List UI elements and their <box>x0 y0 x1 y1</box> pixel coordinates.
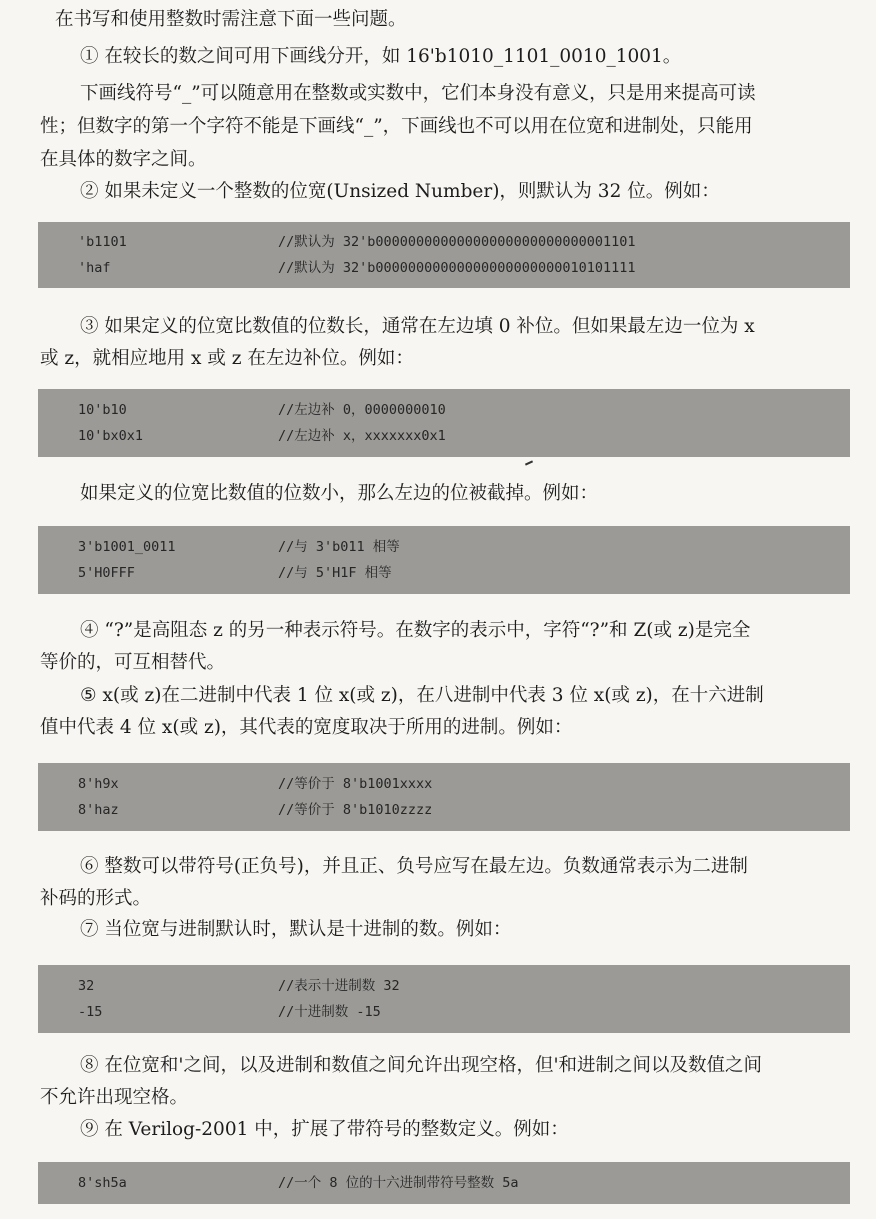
code-comment: //左边补 0，0000000010 <box>278 402 446 418</box>
code-text: 8'sh5a <box>78 1175 127 1191</box>
paragraph-text: 下画线符号“_”可以随意用在整数或实数中，它们本身没有意义，只是用来提高可读 <box>80 83 756 104</box>
code-comment: //默认为 32'b00000000000000000000000000001101 <box>278 234 636 250</box>
paragraph-text: 不允许出现空格。 <box>40 1087 189 1108</box>
code-block <box>38 389 850 457</box>
paragraph-rule-9: ⑨ 在 Verilog-2001 中，扩展了带符号的整数定义。例如： <box>80 1119 569 1140</box>
paragraph-rule-4: ④ “?”是高阻态 z 的另一种表示符号。在数字的表示中，字符“?”和 Z(或 z)是完全 <box>80 620 751 641</box>
code-comment: //默认为 32'b00000000000000000000000010101111 <box>278 260 636 276</box>
code-text: 10'bx0x1 <box>78 428 144 444</box>
paragraph-rule-5: ⑤ x(或 z)在二进制中代表 1 位 x(或 z)，在八进制中代表 3 位 x(或 z)，在十六进制 <box>80 685 764 706</box>
code-comment: //一个 8 位的十六进制带符号整数 5a <box>278 1175 519 1191</box>
paragraph-text: 性；但数字的第一个字符不能是下画线“_”，下画线也不可以用在位宽和进制处，只能用 <box>40 116 753 137</box>
paragraph-text: 值中代表 4 位 x(或 z)，其代表的宽度取决于所用的进制。例如： <box>40 717 573 738</box>
code-text: -15 <box>78 1004 103 1020</box>
code-comment: //与 5'H1F 相等 <box>278 565 392 581</box>
code-block <box>38 1162 850 1204</box>
code-text: 5'H0FFF <box>78 565 135 581</box>
code-text: 3'b1001_0011 <box>78 539 176 555</box>
code-block <box>38 222 850 288</box>
paragraph-intro: 在书写和使用整数时需注意下面一些问题。 <box>55 9 407 30</box>
code-comment: //十进制数 -15 <box>278 1004 381 1020</box>
code-comment: //左边补 x，xxxxxxx0x1 <box>278 428 446 444</box>
code-block <box>38 526 850 594</box>
paragraph-rule-8: ⑧ 在位宽和'之间，以及进制和数值之间允许出现空格，但'和进制之间以及数值之间 <box>80 1055 763 1076</box>
code-text: 32 <box>78 978 95 994</box>
code-text: 'haf <box>78 260 111 276</box>
code-text: 8'haz <box>78 802 119 818</box>
paragraph-rule-6: ⑥ 整数可以带符号(正负号)，并且正、负号应写在最左边。负数通常表示为二进制 <box>80 856 748 877</box>
code-comment: //等价于 8'b1010zzzz <box>278 802 433 818</box>
paragraph-text: 如果定义的位宽比数值的位数小，那么左边的位被截掉。例如： <box>80 483 599 504</box>
paragraph-text: 补码的形式。 <box>40 888 152 909</box>
code-text: 'b1101 <box>78 234 127 250</box>
code-text: 10'b10 <box>78 402 127 418</box>
code-comment: //等价于 8'b1001xxxx <box>278 776 433 792</box>
code-block <box>38 763 850 831</box>
scan-mark <box>525 460 533 465</box>
paragraph-rule-3: ③ 如果定义的位宽比数值的位数长，通常在左边填 0 补位。但如果最左边一位为 x <box>80 316 755 337</box>
code-comment: //与 3'b011 相等 <box>278 539 400 555</box>
paragraph-text: 或 z，就相应地用 x 或 z 在左边补位。例如： <box>40 348 414 369</box>
code-text: 8'h9x <box>78 776 119 792</box>
code-block <box>38 965 850 1033</box>
paragraph-text: 等价的，可互相替代。 <box>40 652 226 673</box>
paragraph-rule-2: ② 如果未定义一个整数的位宽(Unsized Number)，则默认为 32 位。例如： <box>80 181 720 202</box>
paragraph-rule-1: ① 在较长的数之间可用下画线分开，如 16'b1010_1101_0010_1001。 <box>80 46 682 67</box>
paragraph-rule-7: ⑦ 当位宽与进制默认时，默认是十进制的数。例如： <box>80 919 512 940</box>
paragraph-text: 在具体的数字之间。 <box>40 149 207 170</box>
code-comment: //表示十进制数 32 <box>278 978 400 994</box>
